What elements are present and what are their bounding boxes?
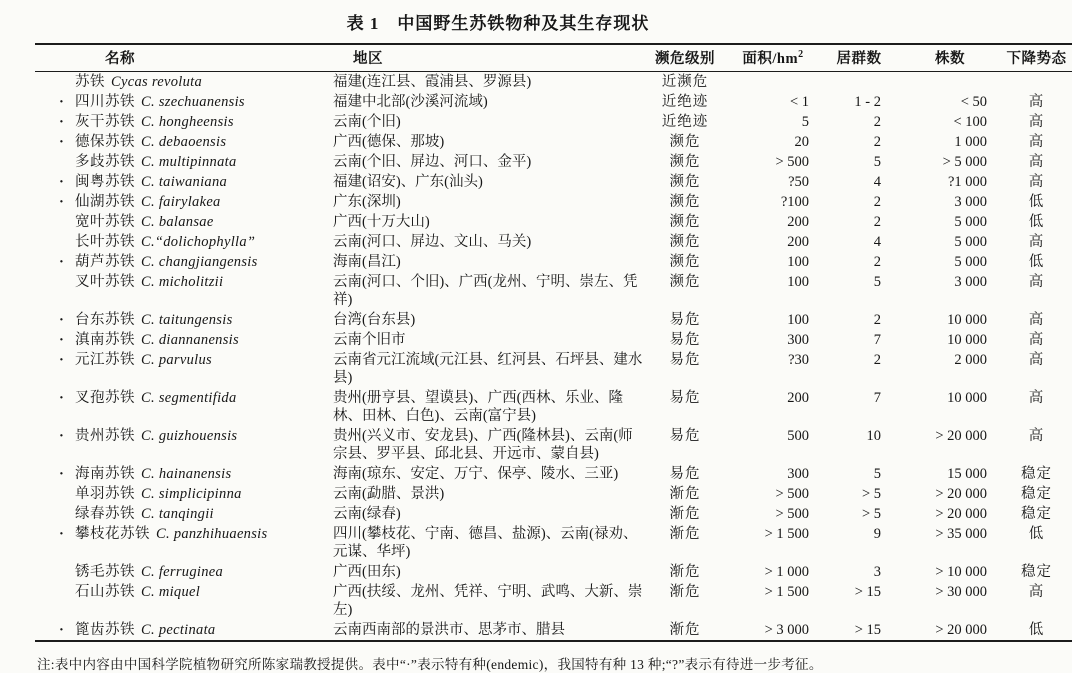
populations-cell: > 15 [854,622,881,638]
species-name-latin: C. panzhihuaensis [156,526,268,542]
populations-cell: 1 - 2 [854,94,881,110]
area-cell: > 1 500 [764,526,809,542]
plants-cell: 5 000 [954,234,987,250]
col-header-populations: 居群数 [819,44,899,72]
trend-cell: 高 [1028,352,1045,368]
populations-cell: 10 [866,428,881,444]
plants-cell: > 10 000 [935,564,987,580]
species-name-latin: Cycas revoluta [111,74,203,90]
species-name-cell [35,562,333,582]
table-row [35,272,1072,310]
populations-cell: > 5 [861,486,881,502]
area-cell: 100 [787,274,809,290]
plants-cell: < 50 [960,94,987,110]
endemic-dot-marker: · [59,194,64,210]
region-cell: 海南(琼东、安定、万宁、保亭、陵水、三亚) [333,466,619,482]
species-name-cn: 台东苏铁 [75,312,135,328]
species-name-latin: C. simplicipinna [141,486,242,502]
trend-cell: 低 [1028,254,1045,270]
plants-cell: 10 000 [947,390,987,406]
trend-cell: 高 [1028,94,1045,110]
area-cell: 200 [787,214,809,230]
level-cell: 近濒危 [661,74,709,90]
area-cell: > 1 500 [764,584,809,600]
col-header-plants: 株数 [899,44,1001,72]
populations-cell: 2 [873,134,881,150]
level-cell: 濒危 [669,134,701,150]
species-name-latin: C. miquel [141,584,201,600]
trend-cell: 高 [1028,584,1045,600]
endemic-dot-marker: · [59,174,64,190]
trend-cell: 低 [1028,526,1045,542]
table-row [35,232,1072,252]
level-cell: 易危 [669,352,701,368]
species-name-latin: C. multipinnata [141,154,237,170]
plants-cell: > 5 000 [942,154,987,170]
species-name-cn: 葫芦苏铁 [75,254,135,270]
table-row [35,92,1072,112]
level-cell: 濒危 [669,154,701,170]
trend-cell: 低 [1028,194,1045,210]
area-cell: 5 [801,114,809,130]
species-name-cn: 灰干苏铁 [75,114,135,130]
area-cell: > 3 000 [764,622,809,638]
region-cell: 广西(扶绥、龙州、凭祥、宁明、武鸣、大新、崇左) [333,584,643,618]
plants-cell: 15 000 [947,466,987,482]
plants-cell: 5 000 [954,254,987,270]
species-name-cn: 四川苏铁 [75,94,135,110]
species-name-latin: C. fairylakea [141,194,221,210]
table-title: 表 1 中国野生苏铁物种及其生存现状 [346,14,650,33]
level-cell: 濒危 [669,194,701,210]
level-cell: 易危 [669,390,701,406]
species-name-latin: C. changjiangensis [141,254,258,270]
col-header-level: 濒危级别 [643,44,727,72]
populations-cell: 5 [873,154,881,170]
plants-cell: 10 000 [947,332,987,348]
species-name-cn: 锈毛苏铁 [75,564,135,580]
endemic-dot-marker: · [59,622,64,638]
col-header-name: 名称 [35,44,333,72]
endemic-dot-marker: · [59,134,64,150]
species-name-cn: 多歧苏铁 [75,154,135,170]
populations-cell: 2 [873,194,881,210]
header-row [35,44,1072,72]
table-row [35,504,1072,524]
table-row [35,132,1072,152]
populations-cell: 2 [873,114,881,130]
table-row [35,192,1072,212]
species-name-latin: C. segmentifida [141,390,237,406]
species-name-cell [35,620,333,641]
populations-cell: 2 [873,312,881,328]
area-cell: > 500 [775,486,809,502]
populations-cell: 2 [873,352,881,368]
plants-cell: 2 000 [954,352,987,368]
species-name-cell [35,350,333,388]
species-name-cell [35,504,333,524]
species-name-cell [35,152,333,172]
region-cell: 云南(河口、屏边、文山、马关) [333,234,532,250]
trend-cell: 低 [1028,622,1045,638]
plants-cell: > 30 000 [935,584,987,600]
level-cell: 濒危 [669,174,701,190]
species-name-cn: 滇南苏铁 [75,332,135,348]
populations-cell: > 15 [854,584,881,600]
level-cell: 渐危 [669,622,701,638]
endemic-dot-marker: · [59,94,64,110]
populations-cell: 4 [873,234,881,250]
level-cell: 易危 [669,312,701,328]
region-cell: 四川(攀枝花、宁南、德昌、盐源)、云南(禄劝、元谋、华坪) [333,526,638,560]
region-cell: 云南(个旧、屏边、河口、金平) [333,154,532,170]
level-cell: 近绝迹 [661,94,709,110]
cycad-status-table [35,43,1072,642]
trend-cell: 稳定 [1021,466,1052,482]
species-name-latin: C. guizhouensis [141,428,238,444]
area-cell: 200 [787,390,809,406]
trend-cell: 稳定 [1021,486,1052,502]
table-row [35,620,1072,641]
species-name-cn: 绿春苏铁 [75,506,135,522]
level-cell: 濒危 [669,254,701,270]
species-name-latin: C. hainanensis [141,466,232,482]
species-name-cn: 仙湖苏铁 [75,194,135,210]
region-cell: 海南(昌江) [333,254,401,270]
trend-cell: 稳定 [1021,506,1052,522]
area-unit-text: 面积/hm [742,51,799,67]
level-cell: 渐危 [669,506,701,522]
table-row [35,172,1072,192]
table-row [35,310,1072,330]
populations-cell: 9 [873,526,881,542]
table-row [35,350,1072,388]
trend-cell: 高 [1028,174,1045,190]
area-unit-superscript: 2 [798,49,804,61]
species-name-cell [35,310,333,330]
plants-cell: > 20 000 [935,622,987,638]
region-cell: 贵州(册亨县、望谟县)、广西(西林、乐业、隆林、田林、白色)、云南(富宁县) [333,390,623,424]
trend-cell: 高 [1028,274,1045,290]
table-row [35,252,1072,272]
species-name-cell [35,192,333,212]
species-name-latin: C. taiwaniana [141,174,228,190]
species-name-cell [35,132,333,152]
species-name-cn: 叉叶苏铁 [75,274,135,290]
region-cell: 云南西南部的景洪市、思茅市、腊县 [333,622,565,638]
col-header-trend: 下降势态 [1001,44,1072,72]
species-name-cell [35,172,333,192]
trend-cell: 高 [1028,312,1045,328]
species-name-cn: 苏铁 [75,74,105,90]
area-cell: 100 [787,312,809,328]
species-name-latin: C. szechuanensis [141,94,245,110]
endemic-dot-marker: · [59,114,64,130]
species-name-latin: C. pectinata [141,622,216,638]
table-row [35,524,1072,562]
plants-cell: < 100 [953,114,987,130]
species-name-cell [35,464,333,484]
trend-cell: 高 [1028,428,1045,444]
endemic-dot-marker: · [59,526,64,542]
species-name-cn: 闽粤苏铁 [75,174,135,190]
area-cell: > 500 [775,506,809,522]
species-name-cn: 单羽苏铁 [75,486,135,502]
populations-cell: 4 [873,174,881,190]
level-cell: 易危 [669,428,701,444]
populations-cell: 7 [873,390,881,406]
area-cell: > 1 000 [764,564,809,580]
table-body [35,72,1072,642]
level-cell: 渐危 [669,584,701,600]
trend-cell: 低 [1028,214,1045,230]
populations-cell: > 5 [861,506,881,522]
plants-cell: > 20 000 [935,506,987,522]
species-name-latin: C. balansae [141,214,214,230]
area-cell: 20 [794,134,809,150]
level-cell: 渐危 [669,486,701,502]
endemic-dot-marker: · [59,312,64,328]
species-name-cn: 长叶苏铁 [75,234,135,250]
endemic-dot-marker: · [59,352,64,368]
species-name-cell [35,212,333,232]
species-name-latin: C. diannanensis [141,332,239,348]
species-name-latin: C. tanqingii [141,506,214,522]
region-cell: 云南(河口、个旧)、广西(龙州、宁明、崇左、凭祥) [333,274,638,308]
plants-cell [899,72,1001,93]
species-name-cell [35,582,333,620]
plants-cell: 3 000 [954,194,987,210]
region-cell: 云南省元江流域(元江县、红河县、石坪县、建水县) [333,352,643,386]
species-name-latin: C. ferruginea [141,564,224,580]
species-name-latin: C. taitungensis [141,312,233,328]
species-name-cn: 元江苏铁 [75,352,135,368]
table-row [35,426,1072,464]
plants-cell: ?1 000 [947,174,987,190]
region-cell: 台湾(台东县) [333,312,416,328]
endemic-dot-marker: · [59,254,64,270]
table-footnote: 注:表中内容由中国科学院植物研究所陈家瑞教授提供。表中“·”表示特有种(endemic)，我国特有种 13 种;“?”表示有待进一步考征。 [37,657,823,672]
region-cell: 云南(勐腊、景洪) [333,486,445,502]
table-row [35,388,1072,426]
populations-cell: 5 [873,466,881,482]
table-row [35,152,1072,172]
col-header-region: 地区 [333,44,643,72]
trend-cell: 高 [1028,154,1045,170]
level-cell: 易危 [669,466,701,482]
trend-cell: 高 [1028,114,1045,130]
table-row [35,72,1072,93]
table-row [35,112,1072,132]
level-cell: 近绝迹 [661,114,709,130]
plants-cell: 5 000 [954,214,987,230]
table-row [35,464,1072,484]
trend-cell [1001,72,1072,93]
area-cell: < 1 [789,94,809,110]
region-cell: 福建(诏安)、广东(汕头) [333,174,483,190]
col-header-area [727,44,819,72]
area-cell: 500 [787,428,809,444]
region-cell: 云南个旧市 [333,332,406,348]
area-cell: ?100 [780,194,809,210]
species-name-latin: C. micholitzii [141,274,224,290]
species-name-cell [35,72,333,93]
level-cell: 濒危 [669,234,701,250]
region-cell: 广西(德保、那坡) [333,134,445,150]
level-cell: 渐危 [669,564,701,580]
species-name-latin: C. hongheensis [141,114,234,130]
endemic-dot-marker: · [59,390,64,406]
table-header [35,44,1072,72]
trend-cell: 高 [1028,332,1045,348]
species-name-cell [35,426,333,464]
trend-cell: 高 [1028,134,1045,150]
plants-cell: 10 000 [947,312,987,328]
area-cell: ?30 [788,352,809,368]
plants-cell: > 20 000 [935,486,987,502]
region-cell: 福建(连江县、霞浦县、罗源县) [333,74,532,90]
area-cell: ?50 [788,174,809,190]
species-name-cell [35,484,333,504]
species-name-cell [35,388,333,426]
region-cell: 广西(田东) [333,564,401,580]
species-name-cell [35,272,333,310]
species-name-cn: 叉孢苏铁 [75,390,135,406]
level-cell: 渐危 [669,526,701,542]
species-name-cn: 德保苏铁 [75,134,135,150]
trend-cell: 高 [1028,390,1045,406]
endemic-dot-marker: · [59,466,64,482]
level-cell: 濒危 [669,214,701,230]
trend-cell: 稳定 [1021,564,1052,580]
populations-cell: 3 [873,564,881,580]
area-cell [727,72,819,93]
species-name-latin: C.“dolichophylla” [141,234,256,250]
table-row [35,484,1072,504]
endemic-dot-marker: · [59,428,64,444]
species-name-cell [35,112,333,132]
plants-cell: 3 000 [954,274,987,290]
level-cell: 易危 [669,332,701,348]
area-cell: > 500 [775,154,809,170]
species-name-latin: C. debaoensis [141,134,227,150]
table-row [35,562,1072,582]
species-name-latin: C. parvulus [141,352,212,368]
populations-cell [819,72,899,93]
populations-cell: 2 [873,254,881,270]
table-row [35,212,1072,232]
populations-cell: 2 [873,214,881,230]
region-cell: 云南(绿春) [333,506,401,522]
level-cell: 濒危 [669,274,701,290]
plants-cell: > 35 000 [935,526,987,542]
species-name-cell [35,330,333,350]
species-name-cn: 石山苏铁 [75,584,135,600]
table-row [35,330,1072,350]
species-name-cn: 篦齿苏铁 [75,622,135,638]
region-cell: 云南(个旧) [333,114,401,130]
table-row [35,582,1072,620]
plants-cell: > 20 000 [935,428,987,444]
species-name-cn: 攀枝花苏铁 [75,526,150,542]
populations-cell: 7 [873,332,881,348]
populations-cell: 5 [873,274,881,290]
area-cell: 100 [787,254,809,270]
region-cell: 贵州(兴义市、安龙县)、广西(隆林县)、云南(师宗县、罗平县、邱北县、开远市、蒙自县) [333,428,633,462]
species-name-cell [35,252,333,272]
area-cell: 300 [787,466,809,482]
species-name-cn: 贵州苏铁 [75,428,135,444]
endemic-dot-marker: · [59,332,64,348]
area-cell: 300 [787,332,809,348]
trend-cell: 高 [1028,234,1045,250]
region-cell: 广东(深圳) [333,194,401,210]
region-cell: 广西(十万大山) [333,214,430,230]
plants-cell: 1 000 [954,134,987,150]
species-name-cn: 海南苏铁 [75,466,135,482]
species-name-cell [35,524,333,562]
species-name-cell [35,92,333,112]
area-cell: 200 [787,234,809,250]
species-name-cn: 宽叶苏铁 [75,214,135,230]
region-cell: 福建中北部(沙溪河流域) [333,94,488,110]
species-name-cell [35,232,333,252]
